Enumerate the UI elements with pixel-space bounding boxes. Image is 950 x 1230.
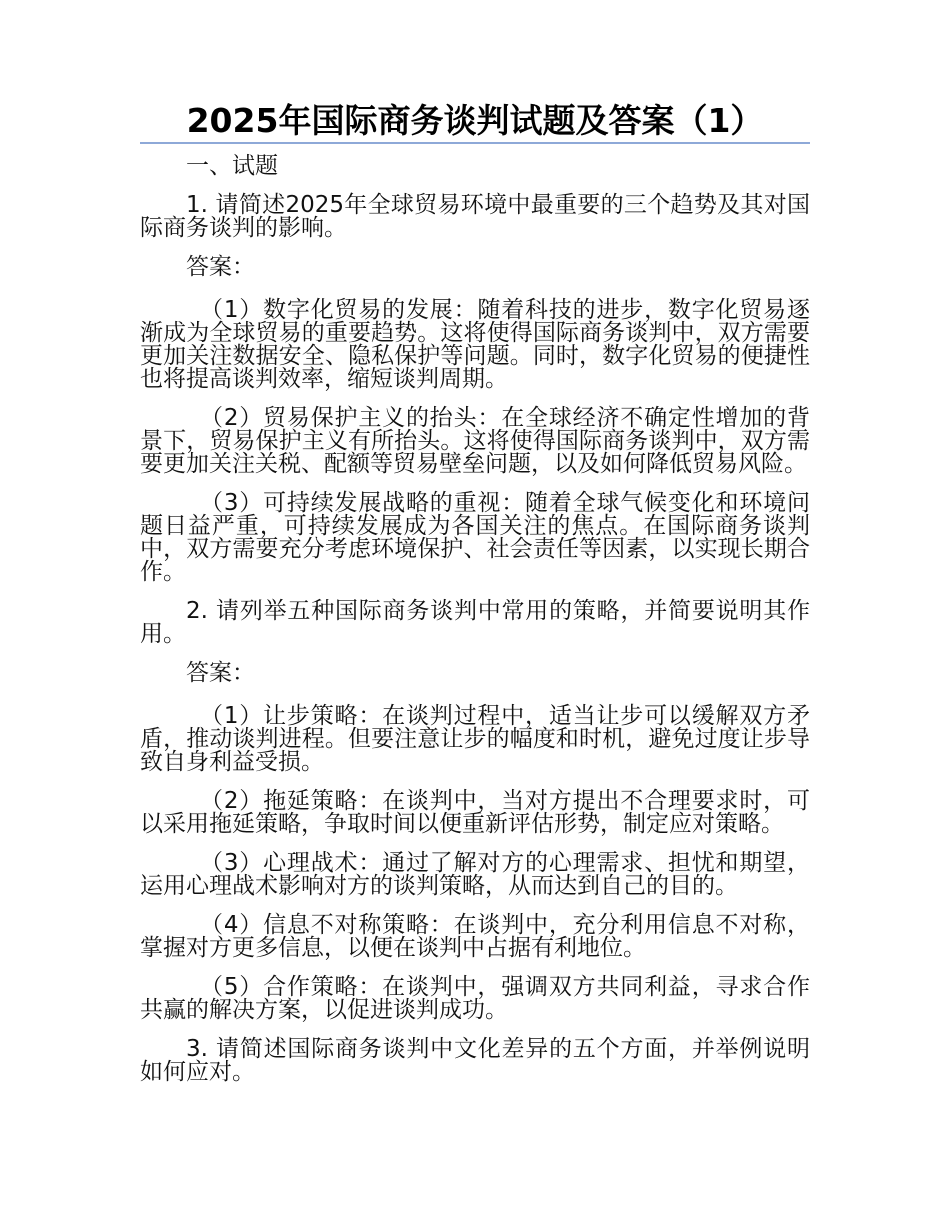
title-block bbox=[140, 100, 810, 144]
answer-1-3: （3）可持续发展战略的重视：随着全球气候变化和环境问题日益严重，可持续发展成为各国关注的焦点。在国际商务谈判中，双方需要充分考虑环境保护、社会责任等因素，以实现长期合作。 bbox=[140, 490, 810, 585]
answer-2-5: （5）合作策略：在谈判中，强调双方共同利益，寻求合作共赢的解决方案，以促进谈判成功。 bbox=[140, 974, 810, 1023]
question-1: 1. 请简述2025年全球贸易环境中最重要的三个趋势及其对国际商务谈判的影响。 bbox=[140, 192, 810, 241]
answer-2-1: （1）让步策略：在谈判过程中，适当让步可以缓解双方矛盾，推动谈判进程。但要注意让步的幅度和时机，避免过度让步导致自身利益受损。 bbox=[140, 703, 810, 775]
section-heading: 一、试题 bbox=[186, 153, 278, 179]
question-2: 2. 请列举五种国际商务谈判中常用的策略，并简要说明其作用。 bbox=[140, 598, 810, 647]
document-title: 2025年国际商务谈判试题及答案（1） bbox=[186, 101, 764, 140]
document-body bbox=[140, 155, 810, 1100]
question-3: 3. 请简述国际商务谈判中文化差异的五个方面，并举例说明如何应对。 bbox=[140, 1036, 810, 1085]
answer-2-4: （4）信息不对称策略：在谈判中，充分利用信息不对称，掌握对方更多信息，以便在谈判中占据有利地位。 bbox=[140, 912, 810, 961]
answer-1-1: （1）数字化贸易的发展：随着科技的进步，数字化贸易逐渐成为全球贸易的重要趋势。这将使得国际商务谈判中，双方需要更加关注数据安全、隐私保护等问题。同时，数字化贸易的便捷性也将提高谈判效率，缩短谈判周期。 bbox=[140, 297, 810, 392]
answer-2-3: （3）心理战术：通过了解对方的心理需求、担忧和期望，运用心理战术影响对方的谈判策略，从而达到自己的目的。 bbox=[140, 850, 810, 899]
answer-label-1: 答案： bbox=[186, 254, 255, 280]
answer-2-2: （2）拖延策略：在谈判中，当对方提出不合理要求时，可以采用拖延策略，争取时间以便重新评估形势，制定应对策略。 bbox=[140, 788, 810, 837]
answer-1-2: （2）贸易保护主义的抬头：在全球经济不确定性增加的背景下，贸易保护主义有所抬头。这将使得国际商务谈判中，双方需要更加关注关税、配额等贸易壁垒问题，以及如何降低贸易风险。 bbox=[140, 405, 810, 477]
answer-label-2: 答案： bbox=[186, 660, 255, 686]
